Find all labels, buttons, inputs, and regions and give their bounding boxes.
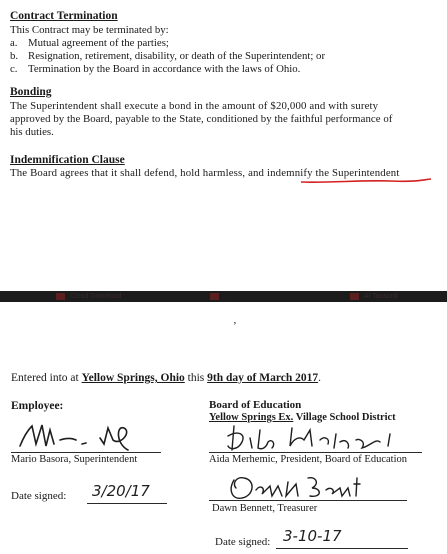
employee-signature-line [11,452,161,453]
board-heading: Board of Education [209,399,302,411]
employee-date-label: Date signed: [11,490,67,502]
employee-signature [16,416,156,456]
bonding-line-1: The Superintendent shall execute a bond in the amount of $20,000 and with surety [10,100,379,112]
entered-date: 9th day of March 2017 [207,372,319,384]
bonding-line-2: approved by the Board, payable to the State, conditioned by the faithful performance of [10,113,393,125]
list-marker: c. [10,63,18,75]
treasurer-name: Dawn Bennett, Treasurer [212,503,318,514]
band-icon [56,293,65,300]
indemnification-heading: Indemnification Clause [10,154,125,166]
bonding-line-3: his duties. [10,126,54,138]
president-signature-line [209,452,422,453]
board-date-label: Date signed: [215,536,271,548]
board-district-post: Village School District [295,412,396,423]
termination-item-a [10,37,169,50]
entered-into-line [11,372,321,385]
scan-band [0,291,447,302]
board-date-value: 3-10-17 [283,527,342,545]
entered-prefix: Entered into at [11,372,79,384]
list-item-text: Resignation, retirement, disability, or death of the Superintendent; or [28,50,326,62]
list-marker: a. [10,37,18,49]
indemnification-line-1: The Board agrees that it shall defend, hold harmless, and indemnify the Superintendent [10,167,400,179]
signature-page [0,302,447,554]
treasurer-signature-line [209,500,407,501]
employee-heading: Employee: [11,400,64,412]
band-icon [210,293,219,300]
stray-pen-mark: ’ [233,320,237,332]
president-signature [220,420,420,456]
contract-termination-heading: Contract Termination [10,10,118,22]
bonding-heading: Bonding [10,86,52,98]
band-fragment-3: Al Tausonli [364,293,398,300]
entered-place: Yellow Springs, Ohio [81,372,185,384]
red-handwritten-underline [300,177,432,185]
list-marker: b. [10,50,19,62]
entered-suffix: . [318,372,321,384]
contract-termination-intro: This Contract may be terminated by: [10,24,169,36]
president-name: Aida Merhemic, President, Board of Education [209,454,407,465]
entered-middle: this [187,372,205,384]
termination-item-c [10,63,300,76]
list-item-text: Termination by the Board in accordance with the laws of Ohio. [28,63,301,75]
contract-clauses [10,0,442,290]
employee-date-value: 3/20/17 [92,482,150,500]
band-fragment-1: Cloud Download [70,293,122,300]
termination-item-b [10,50,325,63]
board-district-pre: Yellow Springs Ex. [209,412,294,423]
employee-date-line [87,503,167,504]
board-date-line [276,548,408,549]
band-icon [350,293,359,300]
band-fragment-2: … [224,293,231,300]
list-item-text: Mutual agreement of the parties; [28,37,169,49]
employee-name: Mario Basora, Superintendent [11,454,138,465]
